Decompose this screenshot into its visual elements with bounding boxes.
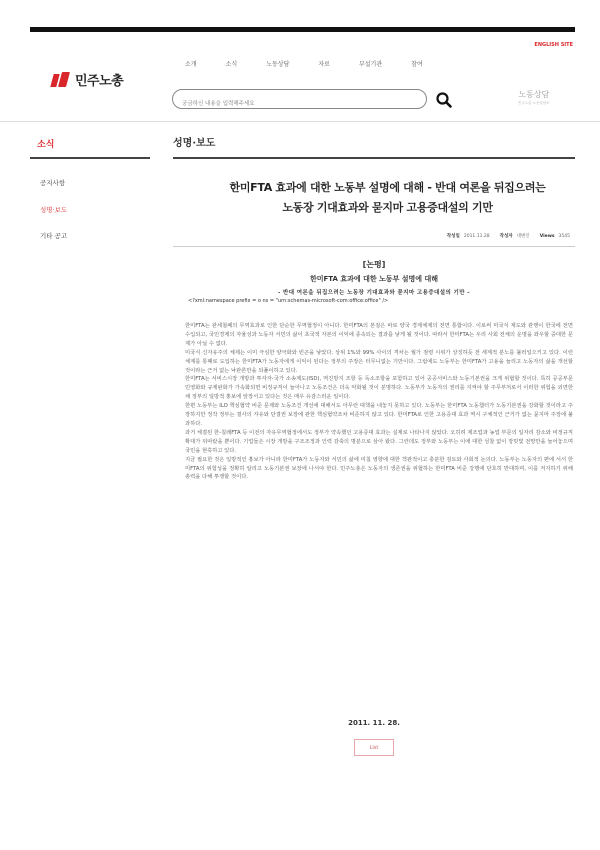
article-meta <box>447 233 570 239</box>
nav-item-resources[interactable]: 자료 <box>318 61 330 68</box>
english-site-link[interactable]: ENGLISH SITE <box>534 42 573 48</box>
search-icon <box>435 91 453 109</box>
views-label: Views <box>539 233 555 239</box>
article-headline <box>173 259 575 296</box>
search-box <box>172 89 427 109</box>
main-nav <box>185 59 452 68</box>
author-value: 대변인 <box>516 234 530 239</box>
nav-item-institutes[interactable]: 부설기관 <box>358 61 383 68</box>
help-subtitle: 민주노총 노동상담소 <box>518 101 550 105</box>
body-paragraph: 한편 노동부는 ILO 핵심협약 비준 문제와 노동조건 개선에 대해서도 아무런 대책을 내놓지 못하고 있다. 노동부는 한미FTA 노동챕터가 노동기본권을 강화할 것이라고 주장하지만 정작 정부는 결사의 자유와 단결권 보장에 관한 핵심협약조차 비준하지 않고 있다. 한미FTA로 인한 고용증대 효과 역시 구체적인 근거가 없는 묻지마 주장에 불과하다. <box>185 403 573 427</box>
headline-tag: [논평] <box>362 260 386 269</box>
headline-sub: - 반대 여론을 뒤집으려는 노동장 기대효과와 묻지마 고용증대설의 기만 - <box>278 290 470 296</box>
article-title-line-2: 노동장 기대효과와 묻지마 고용증대설의 기만 <box>282 201 493 214</box>
nav-item-counsel[interactable]: 노동상담 <box>266 61 290 68</box>
nav-item-about[interactable]: 소개 <box>185 61 197 68</box>
body-paragraph: 과거 체결된 한-칠레FTA 등 이전의 자유무역협정에서도 정부가 약속했던 고용증대 효과는 실제로 나타나지 않았다. 오히려 제조업과 농업 부문의 일자리 감소와 비정규직 확대가 뒤따랐을 뿐이다. 기업들은 시장 개방을 구조조정과 인력 감축의 명분으로 삼아 왔다. 그런데도 정부와 노동부는 이에 대한 성찰 없이 장밋빛 전망만을 늘어놓으며 국민을 현혹하고 있다. <box>185 429 573 454</box>
sidebar-divider <box>30 157 150 159</box>
author-label: 작성자 <box>499 234 513 239</box>
body-paragraph: 지금 필요한 것은 일방적인 홍보가 아니라 한미FTA가 노동자와 서민의 삶에 미칠 영향에 대한 객관적이고 충분한 검토와 사회적 논의다. 노동부는 노동자의 편에 서서 한미FTA의 위험성을 정확히 알리고 노동기본권 보장에 나서야 한다. 민주노총은 노동자의 생존권을 위협하는 한미FTA 비준 강행에 단호히 반대하며, 이를 저지하기 위해 총력을 다해 투쟁할 것이다. <box>185 456 573 481</box>
list-button[interactable]: List <box>354 739 394 756</box>
sidebar-title: 소식 <box>37 140 55 150</box>
top-bar <box>30 27 575 32</box>
search-input[interactable] <box>173 95 426 113</box>
body-paragraph: 한미FTA는 서비스시장 개방과 투자자-국가 소송제도(ISD), 역진방지 조항 등 독소조항을 포함하고 있어 공공서비스와 노동기본권을 크게 위협할 것이다. 특히 공공부문 민영화와 규제완화가 가속화되면 비정규직이 늘어나고 노동조건은 더욱 악화될 것이 분명하다. 노동부가 노동자의 권리를 지켜야 할 주무부처로서 이러한 위험을 외면한 채 정부의 일방적 홍보에 앞장서고 있다는 것은 매우 유감스러운 일이다. <box>185 376 573 401</box>
nav-item-participate[interactable]: 참여 <box>411 61 423 68</box>
views-value: 3545 <box>558 233 570 239</box>
page-title: 성명·보도 <box>173 138 216 149</box>
logo-mark-icon <box>52 72 70 87</box>
help-title: 노동상담 <box>518 90 550 99</box>
article-body <box>185 322 573 482</box>
search-button[interactable] <box>435 91 453 109</box>
header-divider <box>0 121 600 122</box>
article-date: 2011. 11. 28. <box>348 719 400 727</box>
sidebar-item-other-notices[interactable]: 기타 공고 <box>40 232 68 240</box>
date-label: 작성일 <box>446 234 460 239</box>
meta-divider <box>173 246 575 247</box>
nav-item-news[interactable]: 소식 <box>225 61 238 68</box>
body-paragraph: 미국식 신자유주의 체제는 이미 극심한 양극화와 빈곤을 낳았다. 상위 1%와 99% 사이의 격차는 월가 점령 시위가 상징하듯 전 세계적 분노를 불러일으키고 있다. 이런 체제를 통째로 도입하는 한미FTA가 노동자에게 이익이 된다는 정부의 주장은 터무니없는 기만이다. 그럼에도 노동부는 한미FTA가 고용을 늘리고 노동자의 삶을 개선할 것이라는 근거 없는 낙관론만을 되풀이하고 있다. <box>185 349 573 374</box>
headline-main: 한미FTA 효과에 대한 노동부 설명에 대해 <box>309 275 439 283</box>
logo[interactable] <box>52 70 123 89</box>
date-value: 2011.11.28 <box>463 233 490 239</box>
body-paragraph: 한미FTA는 관세철폐의 무역효과로 인한 단순한 무역협정이 아니다. 한미FTA의 본질은 바로 양국 경제체제의 전면 통합이다. 이로써 미국식 제도와 관행이 한국에 전면 수입되고, 국민경제의 자율성과 노동자 서민의 삶이 초국적 자본의 이익에 종속되는 결과를 낳게 될 것이다. 따라서 한미FTA는 우리 사회 전체의 운명을 좌우할 중대한 문제가 아닐 수 없다. <box>185 323 573 347</box>
sidebar-item-notices[interactable]: 공지사항 <box>40 179 66 187</box>
article-title-line-1: 한미FTA 효과에 대한 노동부 설명에 대해 - 반대 여론을 뒤집으려는 <box>229 181 546 194</box>
logo-text: 민주노총 <box>75 74 124 89</box>
help-counsel-link[interactable] <box>518 89 550 106</box>
article-title <box>175 178 600 218</box>
xml-namespace-note: <?xml:namespace prefix = o ns = "urn:schemas-microsoft-com:office:office" /> <box>188 298 389 304</box>
sidebar-item-statements[interactable]: 성명·보도 <box>40 206 68 214</box>
title-divider <box>173 157 575 159</box>
